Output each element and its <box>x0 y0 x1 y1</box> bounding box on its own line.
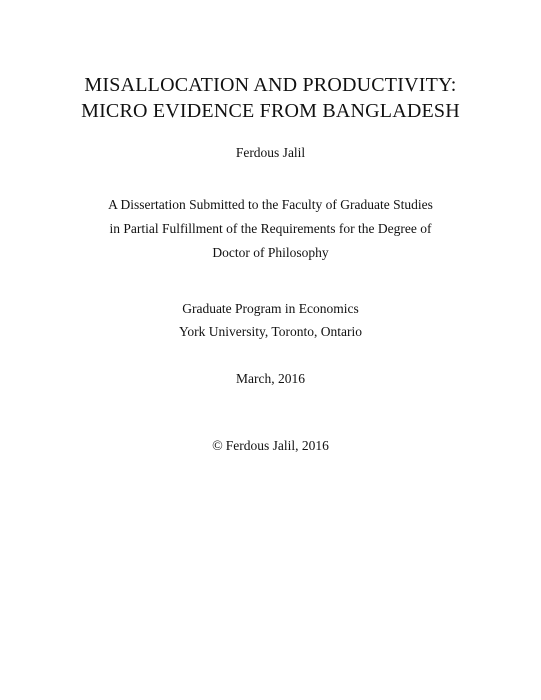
submission-date: March, 2016 <box>236 371 305 386</box>
institution-name: York University, Toronto, Ontario <box>179 324 362 339</box>
dissertation-title-line-1: MISALLOCATION AND PRODUCTIVITY: <box>84 74 457 96</box>
copyright-text: Ferdous Jalil, 2016 <box>225 438 329 453</box>
submission-statement-line-1: A Dissertation Submitted to the Faculty of Graduate Studies <box>108 197 433 212</box>
degree-name: Doctor of Philosophy <box>212 245 329 260</box>
dissertation-title-line-2: MICRO EVIDENCE FROM BANGLADESH <box>81 100 460 122</box>
submission-statement-line-2: in Partial Fulfillment of the Requirements for the Degree of <box>109 221 432 236</box>
copyright-notice <box>0 438 541 455</box>
copyright-icon: © <box>212 439 223 454</box>
program-name: Graduate Program in Economics <box>182 301 359 316</box>
author-name: Ferdous Jalil <box>235 145 306 160</box>
